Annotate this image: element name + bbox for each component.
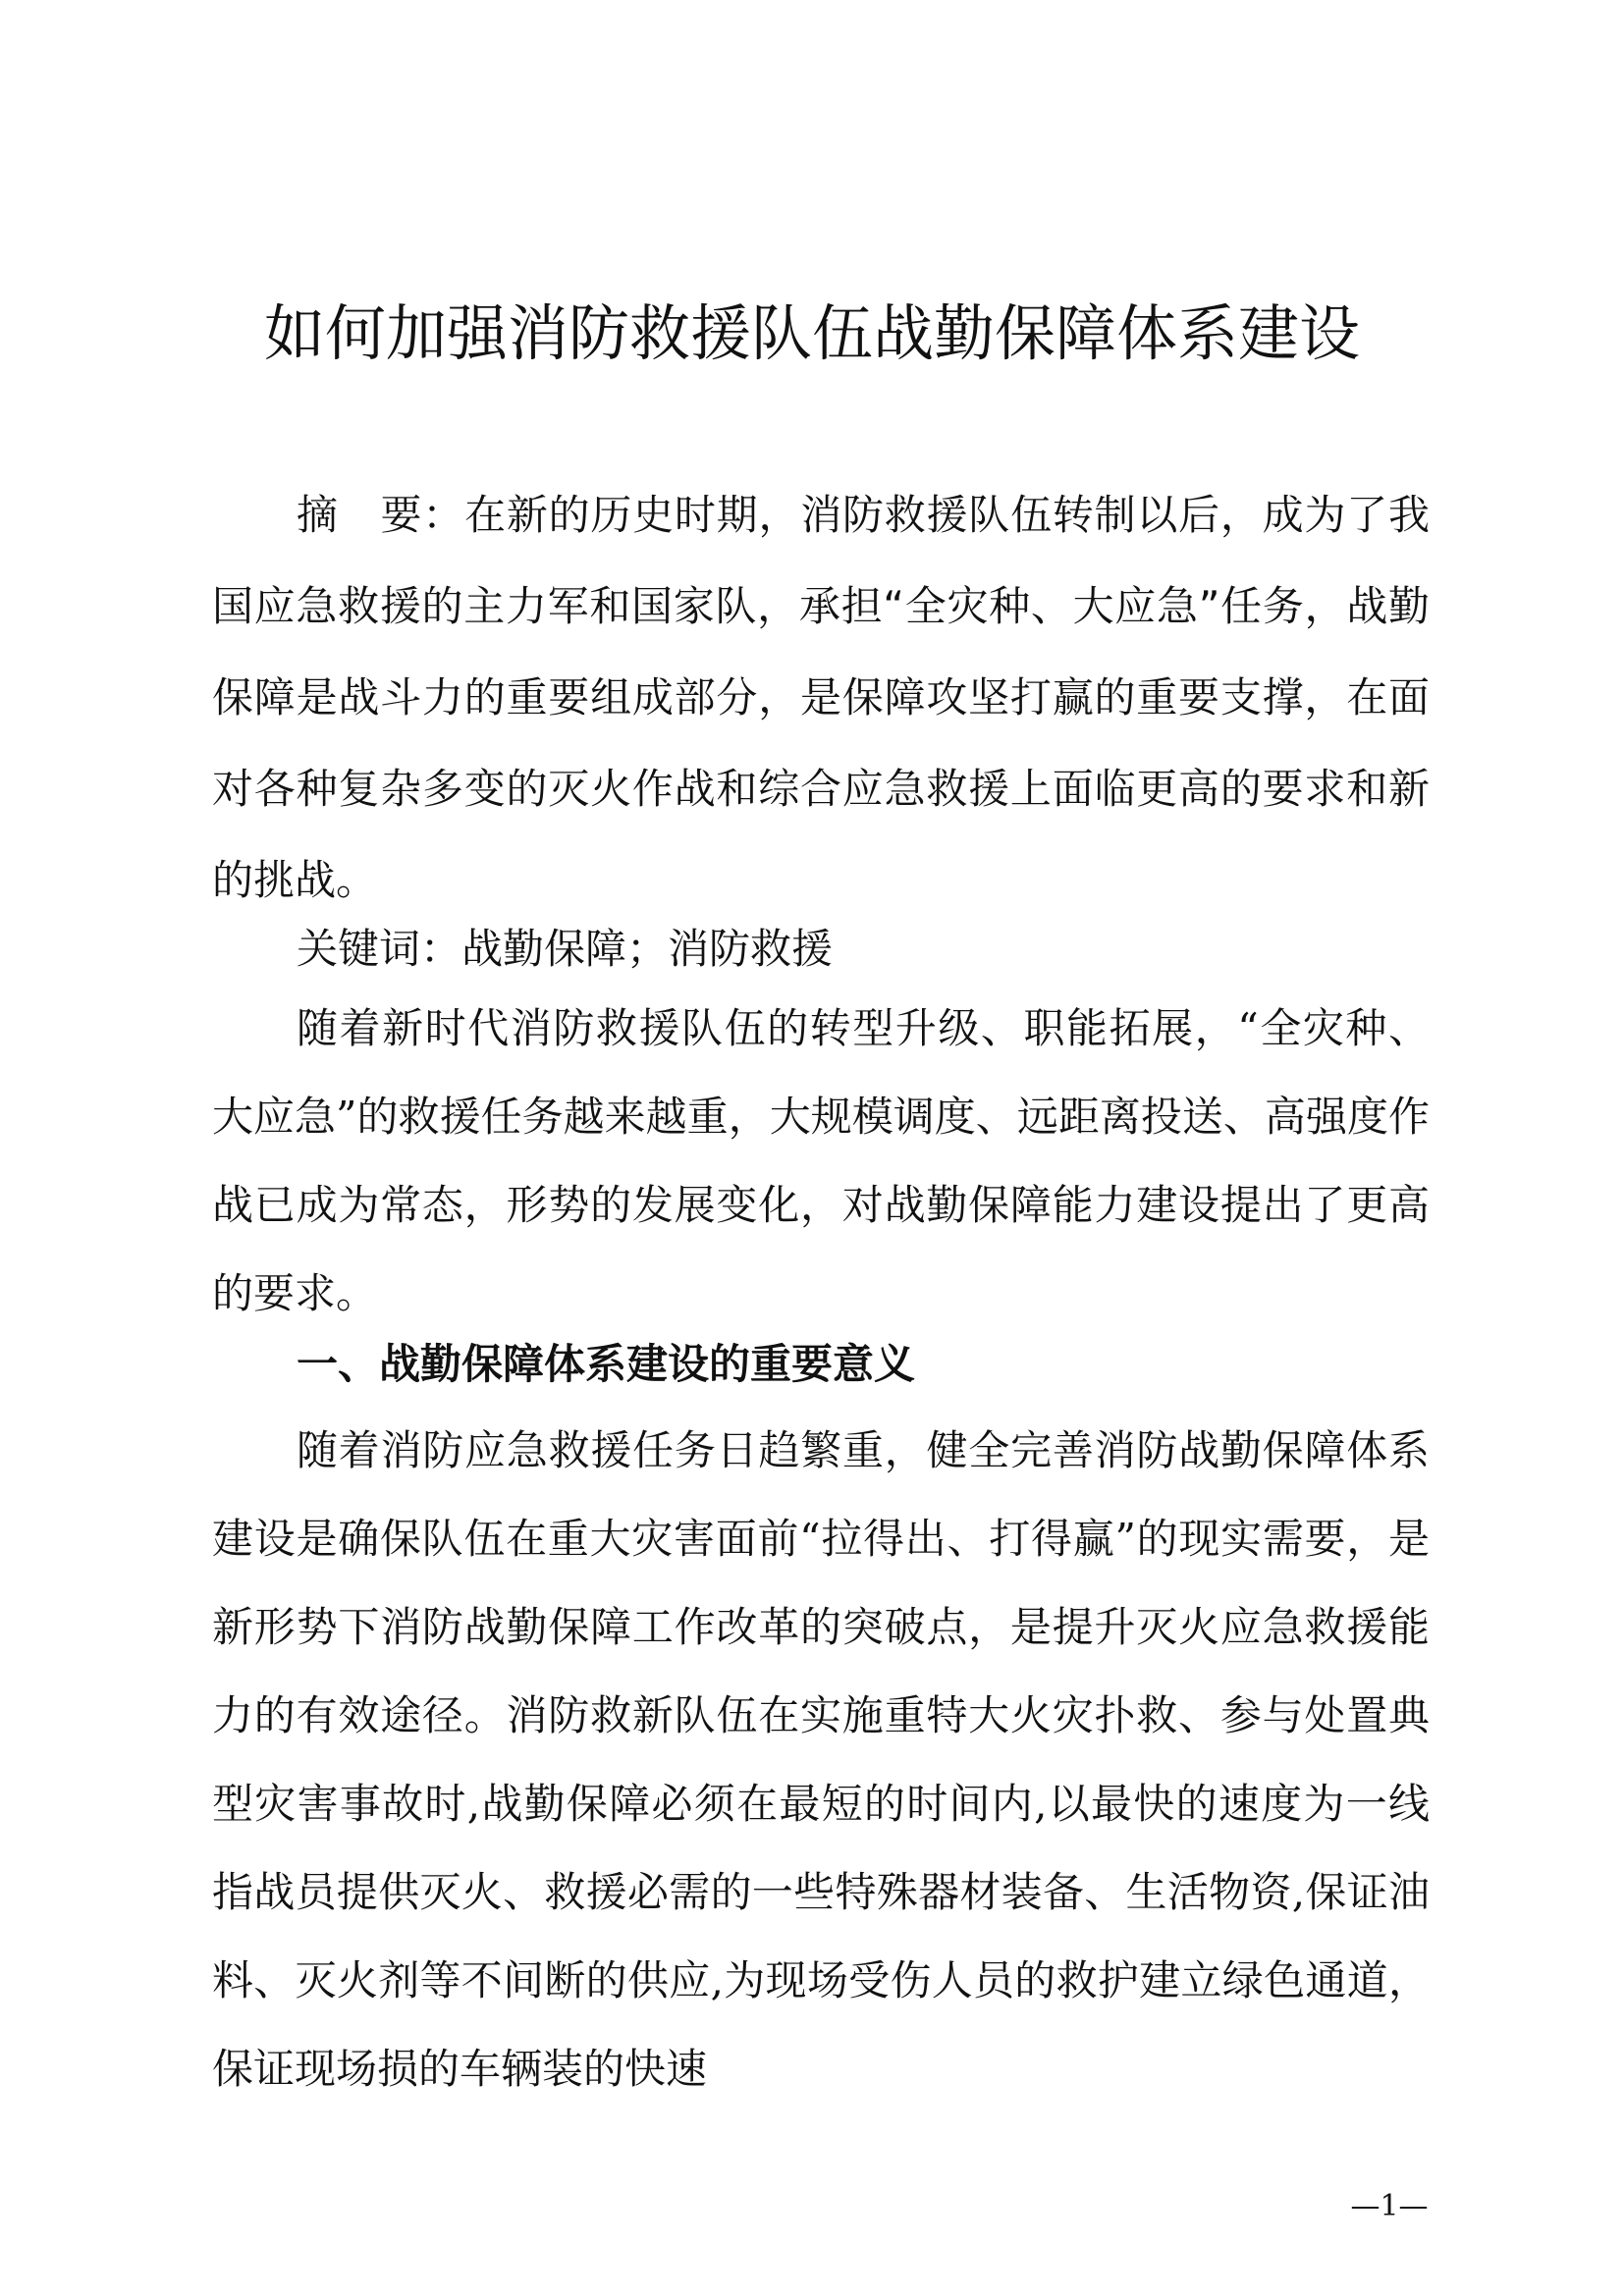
section-body-paragraph: 随着消防应急救援任务日趋繁重，健全完善消防战勤保障体系建设是确保队伍在重大灾害面前“拉得出、打得赢”的现实需要，是新形势下消防战勤保障工作改革的突破点，是提升灭火应急救援能力的有效途径。消防救新队伍在实施重特大火灾扑救、参与处置典型灾害事故时,战勤保障必须在最短的时间内,以最快的速度为一线指战员提供灭火、救援必需的一些特殊器材装备、生活物资,保证油料、灭火剂等不间断的供应,为现场受伤人员的救护建立绿色通道，保证现场损的车辆装的快速 (212, 1426, 1430, 2093)
intro-paragraph: 随着新时代消防救援队伍的转型升级、职能拓展，“全灾种、大应急”的救援任务越来越重，大规模调度、远距离投送、高强度作战已成为常态，形势的发展变化，对战勤保障能力建设提出了更高的要求。 (212, 1004, 1430, 1317)
keywords-line: 关键词：战勤保障；消防救援 (297, 925, 834, 973)
page-number: —1— (1350, 2189, 1429, 2223)
document-title: 如何加强消防救援队伍战勤保障体系建设 (263, 297, 1360, 369)
section-heading: 一、战勤保障体系建设的重要意义 (297, 1340, 916, 1388)
abstract-paragraph: 摘 要：在新的历史时期，消防救援队伍转制以后，成为了我国应急救援的主力军和国家队，承担“全灾种、大应急”任务，战勤保障是战斗力的重要组成部分，是保障攻坚打赢的重要支撑，在面对各种复杂多变的灭火作战和综合应急救援上面临更高的要求和新的挑战。 (212, 491, 1430, 904)
